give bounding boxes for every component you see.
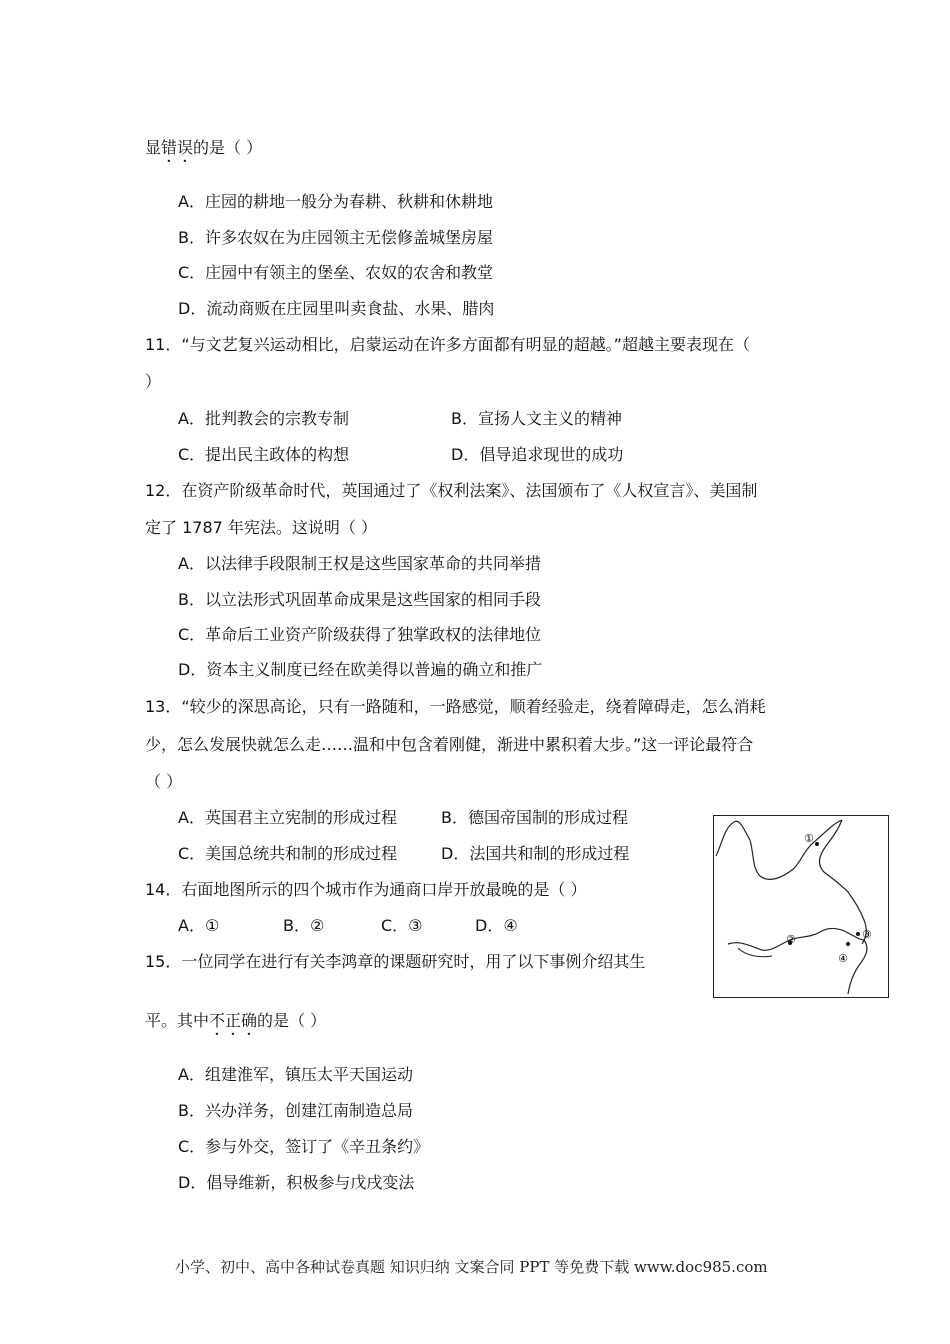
q15-option-a: A．组建淮军，镇压太平天国运动 — [178, 1065, 413, 1084]
map-marker-4: ④ — [838, 952, 848, 965]
q14-option-b: B．② — [283, 916, 325, 935]
q13-option-a: A．英国君主立宪制的形成过程 — [178, 808, 397, 827]
q14-option-c: C．③ — [381, 916, 423, 935]
map-marker-2: ② — [786, 933, 796, 946]
emphasis-text: 不正确 — [209, 1011, 258, 1030]
map-drawing — [714, 816, 890, 999]
lake-outline — [738, 948, 772, 957]
q15-option-c: C．参与外交，签订了《辛丑条约》 — [178, 1137, 430, 1156]
q11-option-c: C．提出民主政体的构想 — [178, 445, 350, 464]
q15-stem-line2: 平。其中不正确的是（ ） — [145, 1011, 327, 1030]
q12-stem-line2: 定了 1787 年宪法。这说明（ ） — [145, 518, 377, 537]
q12-stem-line1: 12．在资产阶级革命时代，英国通过了《权利法案》、法国颁布了《人权宣言》、美国制 — [145, 481, 758, 500]
q11-option-d: D．倡导追求现世的成功 — [451, 445, 624, 464]
city-dot-3 — [856, 932, 860, 936]
q11-option-a: A．批判教会的宗教专制 — [178, 409, 349, 428]
q11-stem-line2: ） — [145, 372, 162, 391]
q14-option-d: D．④ — [475, 916, 518, 935]
q13-stem-line1: 13．“较少的深思高论，只有一路随和，一路感觉，顺着经验走，绕着障碍走，怎么消耗 — [145, 697, 766, 716]
city-dot-1 — [815, 842, 819, 846]
map-marker-3: ③ — [862, 928, 872, 941]
q14-stem: 14．右面地图所示的四个城市作为通商口岸开放最晚的是（ ） — [145, 880, 587, 899]
q15-option-d: D．倡导维新，积极参与戊戌变法 — [178, 1173, 415, 1192]
q13-option-d: D．法国共和制的形成过程 — [441, 844, 630, 863]
q13-stem-line3: （ ） — [145, 772, 183, 791]
q10-option-a: A．庄园的耕地一般分为春耕、秋耕和休耕地 — [178, 192, 493, 211]
q12-option-c: C．革命后工业资产阶级获得了独掌政权的法律地位 — [178, 625, 542, 644]
q10-option-d: D．流动商贩在庄园里叫卖食盐、水果、腊肉 — [178, 299, 495, 318]
q12-option-a: A．以法律手段限制王权是这些国家革命的共同举措 — [178, 554, 541, 573]
q11-stem-line1: 11．“与文艺复兴运动相比，启蒙运动在许多方面都有明显的超越。”超越主要表现在（ — [145, 335, 750, 354]
q14-option-a: A．① — [178, 916, 220, 935]
q10-stem-continuation: 显错误的是（ ） — [145, 138, 263, 157]
coastline-south — [848, 940, 867, 994]
q10-option-c: C．庄园中有领主的堡垒、农奴的农舍和教堂 — [178, 263, 494, 282]
q13-option-c: C．美国总统共和制的形成过程 — [178, 844, 398, 863]
coastline-east — [820, 820, 867, 944]
q13-option-b: B．德国帝国制的形成过程 — [441, 808, 628, 827]
q10-option-b: B．许多农奴在为庄园领主无偿修盖城堡房屋 — [178, 228, 493, 247]
emphasis-text: 错误 — [161, 138, 194, 157]
q12-option-b: B．以立法形式巩固革命成果是这些国家的相同手段 — [178, 590, 541, 609]
city-dot-4 — [846, 942, 850, 946]
q13-stem-line2: 少，怎么发展快就怎么走……温和中包含着刚健，渐进中累积着大步。”这一评论最符合 — [145, 735, 754, 754]
q12-option-d: D．资本主义制度已经在欧美得以普遍的确立和推广 — [178, 660, 543, 679]
china-coast-map — [713, 815, 889, 998]
yangtze-river — [728, 928, 864, 950]
q15-option-b: B．兴办洋务，创建江南制造总局 — [178, 1101, 413, 1120]
q11-option-b: B．宣扬人文主义的精神 — [451, 409, 622, 428]
map-marker-1: ① — [804, 832, 814, 845]
q15-stem-line1: 15．一位同学在进行有关李鸿章的课题研究时，用了以下事例介绍其生 — [145, 952, 646, 971]
page-footer: 小学、初中、高中各种试卷真题 知识归纳 文案合同 PPT 等免费下载 www.doc985.com — [175, 1258, 768, 1276]
